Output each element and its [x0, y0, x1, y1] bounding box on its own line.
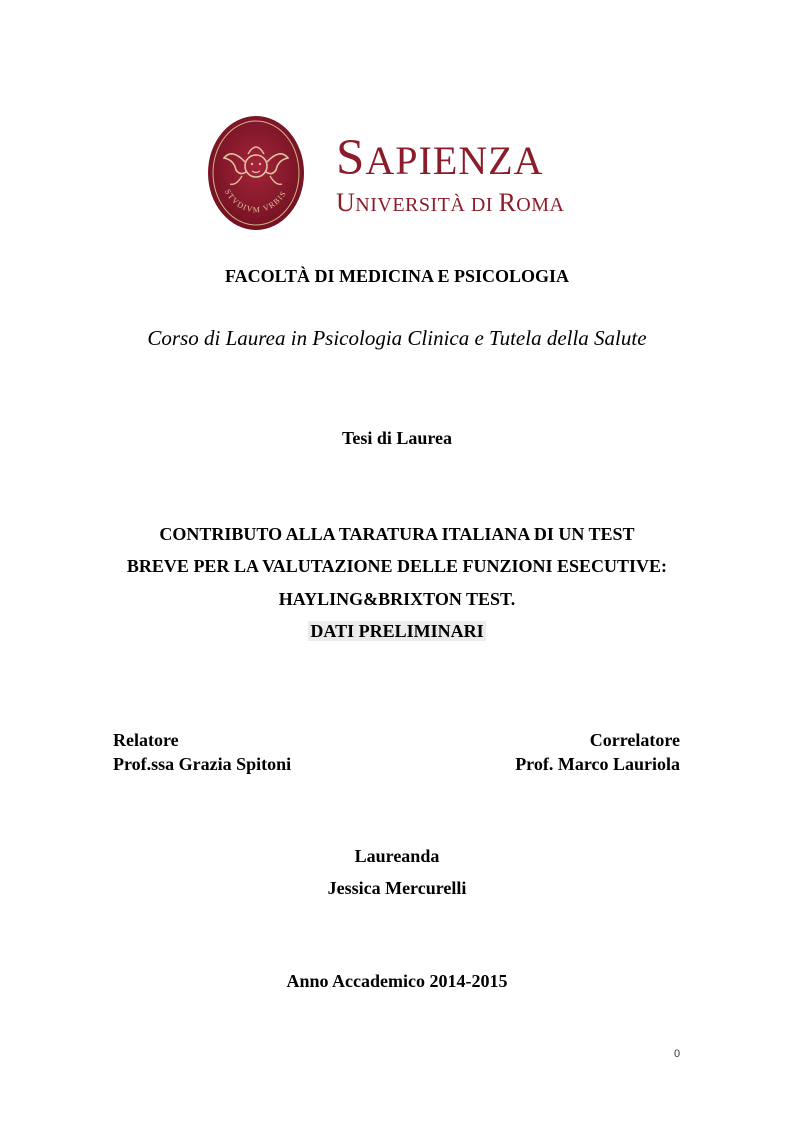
university-wordmark [336, 132, 564, 219]
university-subtitle: UNIVERSITÀ DI ROMA [336, 188, 565, 217]
page-number: 0 [674, 1048, 681, 1060]
faculty-heading: FACOLTÀ DI MEDICINA E PSICOLOGIA [224, 266, 570, 286]
university-name: SAPIENZA [336, 130, 544, 186]
thesis-subtitle-text: DATI PRELIMINARI [310, 621, 484, 641]
student-name: Jessica Mercurelli [327, 878, 467, 898]
co-supervisor-role: Correlatore [589, 730, 680, 750]
university-seal-icon [206, 114, 306, 232]
student-role: Laureanda [354, 846, 440, 866]
course-name: Corso di Laurea in Psicologia Clinica e Tutela della Salute [147, 326, 647, 350]
supervisor-block [113, 728, 291, 776]
university-logo [206, 114, 596, 232]
thesis-label: Tesi di Laurea [341, 428, 453, 448]
co-supervisor-name: Prof. Marco Lauriola [515, 754, 680, 774]
academic-year: Anno Accademico 2014-2015 [286, 971, 508, 991]
supervisor-role: Relatore [113, 730, 179, 750]
thesis-title-line: CONTRIBUTO ALLA TARATURA ITALIANA DI UN TEST [159, 524, 635, 544]
supervisor-name: Prof.ssa Grazia Spitoni [113, 754, 292, 774]
thesis-title-line: HAYLING&BRIXTON TEST. [278, 589, 516, 609]
thesis-subtitle [0, 621, 794, 642]
seal-motto: STVDIVM VRBIS [222, 187, 289, 215]
thesis-title-line: BREVE PER LA VALUTAZIONE DELLE FUNZIONI ESECUTIVE: [126, 556, 668, 576]
co-supervisor-block [515, 728, 680, 776]
